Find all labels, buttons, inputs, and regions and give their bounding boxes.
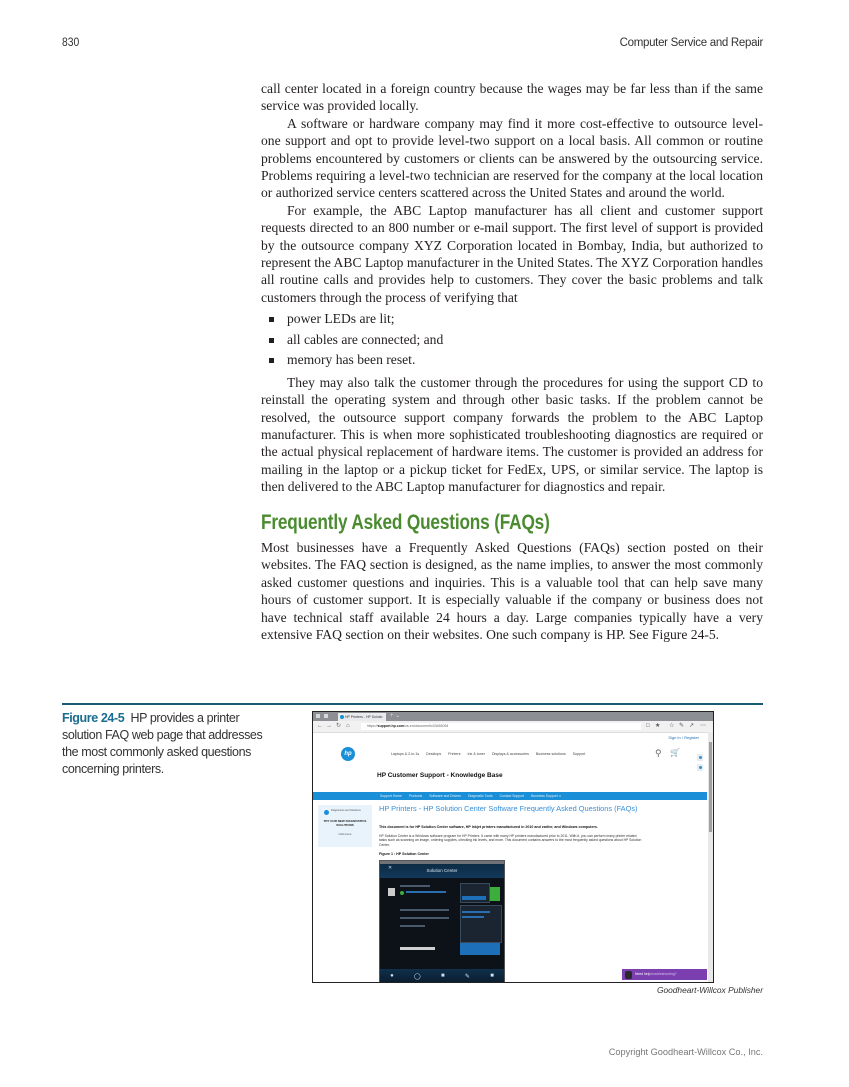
- applies-to-text: This document is for HP Solution Center software, HP Inkjet printers manufactured in 2010 and earlier, and Windows computers.: [379, 825, 598, 829]
- browser-tab-bar: [313, 712, 713, 721]
- blue-banner: [460, 943, 500, 955]
- new-tab-icon[interactable]: + ⌄: [390, 713, 401, 719]
- nav-item[interactable]: Ink & toner: [467, 752, 485, 756]
- status-line: [406, 891, 446, 893]
- url-path: /us-en/document/c03463054: [403, 724, 449, 728]
- chat-icon: [699, 756, 702, 759]
- forward-icon[interactable]: →: [326, 723, 332, 729]
- hp-main-nav: [391, 752, 585, 756]
- figure-caption-text: HP provides a printer solution FAQ web page that addresses the most commonly asked questions concerning printers.: [62, 711, 263, 776]
- subnav-item[interactable]: Software and Drivers: [429, 794, 461, 798]
- bullet-square-icon: [269, 338, 274, 343]
- task-line: [400, 917, 425, 919]
- page-number: 830: [62, 37, 80, 49]
- favorite-star-icon[interactable]: ★: [655, 723, 661, 729]
- software-link-line: [462, 911, 490, 913]
- need-help-chat-button[interactable]: [622, 969, 707, 980]
- window-icon: [316, 714, 320, 718]
- ink-levels-panel: [460, 883, 490, 903]
- status-ok-icon: [400, 891, 404, 895]
- url-prefix: https://: [367, 724, 378, 728]
- agent-avatar-icon: [625, 971, 632, 979]
- bullet-item: [261, 330, 763, 351]
- bullet-text: memory has been reset.: [287, 352, 416, 368]
- task-line: [425, 917, 449, 919]
- hp-small-logo-icon: [324, 810, 329, 815]
- need-help-link[interactable]: troubleshooting?: [651, 972, 677, 976]
- nav-item[interactable]: Desktops: [426, 752, 442, 756]
- intro-text: HP Solution Center is a Windows software program for HP Printers. It came with many HP printers manufactured prior to 2011. With it, you can perform many printer related tasks such as scanning an image, ordering supplies, checking ink levels, and more. This document contains answers to the most frequently asked questions about HP Solution Center.: [379, 834, 642, 847]
- browser-tab[interactable]: [338, 713, 386, 721]
- faq-title: HP Printers - HP Solution Center Software Frequently Asked Questions (FAQs): [379, 804, 638, 813]
- book-title: Computer Service and Repair: [619, 37, 763, 49]
- solution-center-dock: [380, 969, 504, 983]
- paragraph: They may also talk the customer through the procedures for using the support CD to reinstall the operating system and through other basic tasks. If the problem cannot be resolved, the outsource support company forwards the problem to the ABC Laptop manufacturer. This is when more sophisticated troubleshooting diagnostics are required or the actual physical replacement of hardware items. The customer is provided an address for mailing in the laptop or a pickup ticket for FedEx, UPS, or similar service. The laptop is then delivered to the ABC Laptop manufacturer for diagnostics and repair.: [261, 374, 763, 495]
- paragraph: call center located in a foreign country because the wages may be far less than if the same service was provided locally.: [261, 81, 763, 114]
- solution-center-screenshot: [379, 860, 505, 983]
- bullet-item: [261, 309, 763, 330]
- diagnostics-promo[interactable]: [318, 805, 372, 847]
- favorites-icon[interactable]: ☆: [669, 723, 675, 729]
- copyright: Copyright Goodheart-Willcox Co., Inc.: [608, 1047, 763, 1057]
- cart-icon[interactable]: 🛒: [670, 748, 680, 757]
- hp-logo[interactable]: hp: [341, 747, 355, 761]
- notes-icon[interactable]: ✎: [679, 723, 685, 729]
- order-supplies-button: [462, 896, 486, 900]
- bullet-text: all cables are connected; and: [287, 331, 444, 347]
- share-icon[interactable]: ↗: [689, 723, 695, 729]
- inner-figure-label: Figure 1 : HP Solution Center: [379, 852, 429, 856]
- nav-item[interactable]: Support: [572, 752, 586, 756]
- promo-link[interactable]: Click Here: [338, 832, 352, 836]
- tab-title: HP Printers - HP Solutio: [345, 715, 383, 719]
- task-line: [400, 909, 425, 911]
- bullet-square-icon: [269, 358, 274, 363]
- subnav-item[interactable]: Diagnostic Tools: [467, 794, 493, 798]
- dropdown-line: [400, 947, 435, 950]
- hp-favicon-icon: [340, 715, 344, 719]
- sign-in-link[interactable]: Sign In / Register: [668, 735, 699, 740]
- software-link-line: [462, 916, 484, 918]
- promo-title: TRY OUR NEW DIAGNOSTICS SOLUTIONS: [323, 819, 367, 827]
- back-icon[interactable]: ←: [317, 723, 323, 729]
- dock-icon: ●: [390, 973, 394, 979]
- dock-icon: ■: [490, 973, 494, 979]
- home-icon[interactable]: ⌂: [346, 723, 350, 729]
- bullet-text: power LEDs are lit;: [287, 311, 395, 327]
- scrollbar-thumb[interactable]: [709, 742, 712, 832]
- side-feedback-button[interactable]: [697, 764, 703, 771]
- feedback-icon: [699, 766, 702, 769]
- paragraph: For example, the ABC Laptop manufacturer has all client and customer support requests directed to an 800 number or e-mail support. The first level of support is provided by the outsource company XYZ Corporation located in Bombay, India, but authorized to represent the ABC Laptop manufacturer in the United States. The XYZ Corporation handles all routine calls and provides help to customers. They cover the basic problems and talk customers through the process of verifying that: [261, 202, 763, 305]
- subnav-item[interactable]: Business Support ∨: [531, 794, 562, 798]
- dock-icon: ◯: [414, 973, 421, 980]
- section-heading: Frequently Asked Questions (FAQs): [261, 510, 550, 534]
- bullet-item: [261, 350, 763, 371]
- nav-item[interactable]: Business solutions: [535, 752, 566, 756]
- body-text: [261, 80, 763, 643]
- subnav-item[interactable]: Contact Support: [499, 794, 525, 798]
- solution-center-title: Solution Center: [380, 864, 504, 878]
- figure-divider: [62, 703, 763, 705]
- page-scrollbar[interactable]: [708, 732, 713, 982]
- green-status-panel: [490, 887, 500, 901]
- nav-item[interactable]: Laptops & 2-in-1s: [391, 752, 420, 756]
- nav-item[interactable]: Printers: [448, 752, 461, 756]
- printer-icon: [388, 888, 395, 896]
- nav-item[interactable]: Displays & accessories: [491, 752, 529, 756]
- task-line: [400, 925, 425, 927]
- address-bar: [313, 721, 713, 733]
- task-line: [425, 909, 449, 911]
- figure-label: Figure 24-5: [62, 711, 125, 725]
- url-field[interactable]: [361, 723, 641, 730]
- figure-caption: [62, 710, 272, 778]
- dock-icon: ✎: [464, 973, 470, 980]
- search-icon[interactable]: ⚲: [655, 748, 662, 758]
- support-subnav: [313, 792, 707, 800]
- more-icon[interactable]: ⋯: [700, 723, 706, 729]
- need-help-label: Need help: [635, 972, 651, 976]
- refresh-icon[interactable]: ↻: [336, 723, 342, 729]
- reading-view-icon[interactable]: □: [646, 723, 650, 729]
- url-domain: support.hp.com: [377, 724, 404, 728]
- paragraph: Most businesses have a Frequently Asked Questions (FAQs) section posted on their websites. The FAQ section is designed, as the name implies, to answer the most commonly asked customer questions and inquiries. This is a valuable tool that can help save many hours of customer support. It is especially valuable if the company or business does not have technical staff available 24 hours a day. Large companies typically have a very extensive FAQ section on their websites. One such company is HP. See Figure 24-5.: [261, 540, 763, 643]
- paragraph: A software or hardware company may find it more cost-effective to outsource level-one support and opt to provide level-two support on a local basis. All common or routine problems encountered by customers or clients can be answered by the outsourcing service. Problems requiring a level-two technician are reserved for the company at the local location or authorized service centers scattered across the United States and around the world.: [261, 115, 763, 201]
- printer-name-line: [400, 885, 430, 887]
- subnav-item[interactable]: Products: [408, 794, 423, 798]
- close-x-icon: ✕: [388, 865, 393, 871]
- kb-title: HP Customer Support - Knowledge Base: [377, 772, 503, 779]
- figure-credit: Goodheart-Willcox Publisher: [656, 985, 763, 995]
- subnav-item[interactable]: Support Home: [380, 794, 402, 798]
- bullet-list: [261, 309, 763, 371]
- bullet-square-icon: [269, 317, 274, 322]
- dock-icon: ■: [441, 973, 445, 979]
- promo-small-text: Diagnostics and Solutions: [331, 809, 361, 812]
- figure-screenshot: [312, 711, 714, 983]
- side-chat-button[interactable]: [697, 754, 703, 761]
- back-tabs-icon: [324, 714, 328, 718]
